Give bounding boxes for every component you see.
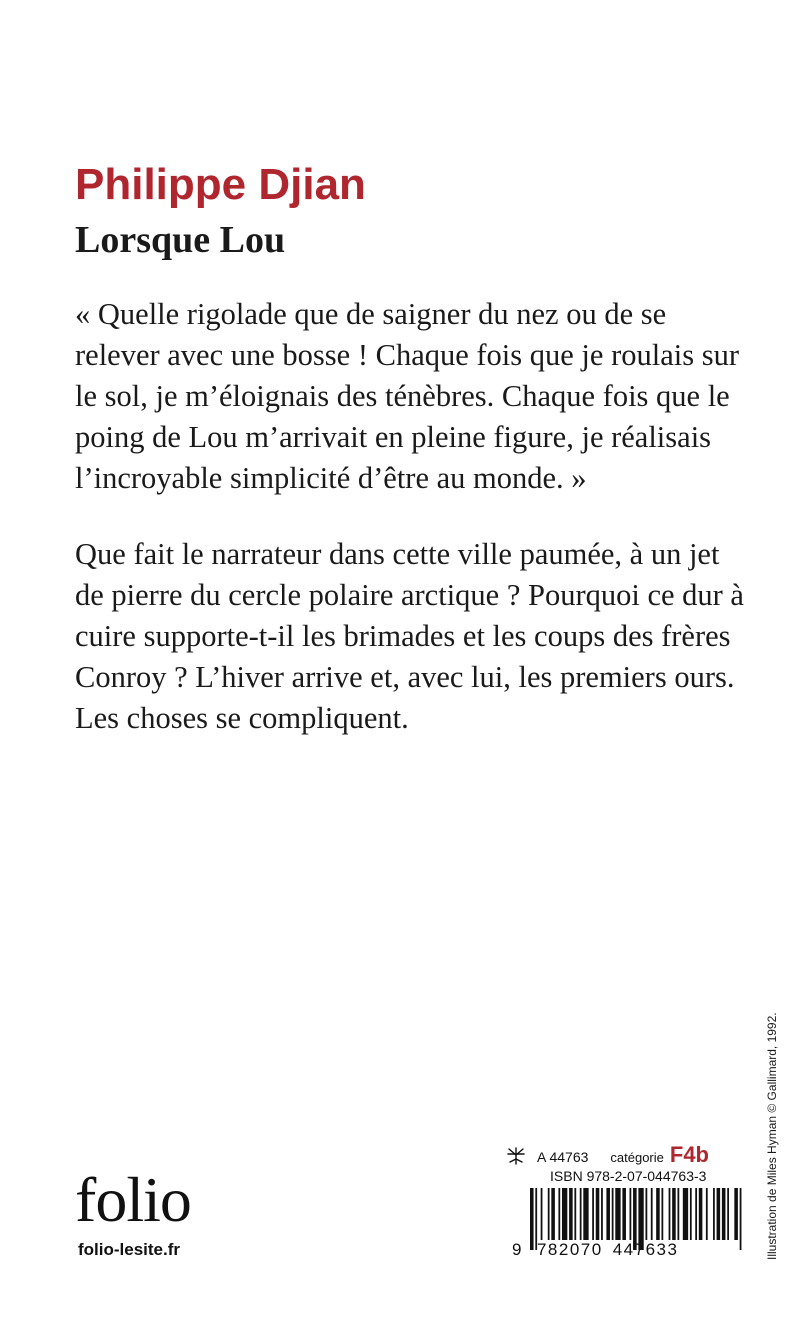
barcode-bar <box>592 1188 594 1240</box>
barcode-bar <box>677 1188 679 1240</box>
barcode-bar <box>596 1188 600 1240</box>
barcode-bar <box>717 1188 721 1240</box>
barcode-bar <box>683 1188 688 1240</box>
book-title: Lorsque Lou <box>75 219 286 261</box>
barcode-first-digit: 9 <box>512 1240 523 1259</box>
barcode-bar <box>574 1188 576 1240</box>
barcode-bar <box>541 1188 543 1240</box>
barcode-bar <box>551 1188 555 1240</box>
category-value: F4b <box>669 1142 709 1167</box>
illustration-credit: Illustration de Miles Hyman © Gallimard, 1992. <box>765 1012 779 1260</box>
barcode-bar <box>727 1188 729 1240</box>
blurb-quote: « Quelle rigolade que de saigner du nez ou de se relever avec une bosse ! Chaque fois que je roulais sur le sol, je m’éloignais des ténèbres. Chaque fois que le poing de Lou m’arrivait en pleine figure, je réalisais l’incroyable simplicité d’être au monde. » <box>75 297 739 495</box>
barcode-bar <box>734 1188 738 1240</box>
blurb-summary: Que fait le narrateur dans cette ville paumée, à un jet de pierre du cercle polaire arctique ? Pourquoi ce dur à cuire supporte-t-il les brimades et les coups des frères Conroy ? L’hiver arrive et, avec lui, les premiers ours. Les choses se compliquent. <box>75 537 744 735</box>
catalog-code: A 44763 <box>537 1149 589 1165</box>
barcode-bar <box>661 1188 663 1240</box>
barcode-bar <box>562 1188 567 1240</box>
barcode-digits <box>512 1240 747 1260</box>
barcode-bar <box>645 1188 647 1240</box>
barcode-bar <box>583 1188 588 1240</box>
barcode-left-group: 782070 <box>536 1240 603 1259</box>
barcode-right-group: 447633 <box>612 1240 679 1259</box>
catalog-meta <box>505 1142 709 1168</box>
barcode-bar <box>630 1188 632 1240</box>
barcode-bar <box>622 1188 626 1240</box>
barcode-bar <box>548 1188 550 1240</box>
barcode-bar <box>558 1188 560 1240</box>
barcode-bar <box>669 1188 671 1240</box>
barcode-bar <box>690 1188 692 1240</box>
barcode-bar <box>651 1188 653 1240</box>
category-label: catégorie <box>610 1150 664 1165</box>
barcode-bar <box>695 1188 697 1240</box>
barcode-bar <box>699 1188 703 1240</box>
isbn: ISBN 978-2-07-044763-3 <box>550 1168 707 1184</box>
barcode-bar <box>601 1188 603 1240</box>
barcode-bar <box>606 1188 610 1240</box>
barcode-bar <box>656 1188 660 1240</box>
barcode-bar <box>612 1188 614 1240</box>
publisher-website: folio-lesite.fr <box>78 1240 181 1259</box>
barcode-bar <box>615 1188 620 1240</box>
barcode-bar <box>706 1188 708 1240</box>
author-name: Philippe Djian <box>75 160 366 209</box>
barcode-bar <box>722 1188 726 1240</box>
publisher-logo: folio <box>75 1164 191 1235</box>
barcode-bar <box>672 1188 676 1240</box>
barcode-bar <box>713 1188 715 1240</box>
barcode-bar <box>569 1188 573 1240</box>
wheat-sheaf-icon <box>505 1145 527 1165</box>
barcode-bar <box>580 1188 582 1240</box>
